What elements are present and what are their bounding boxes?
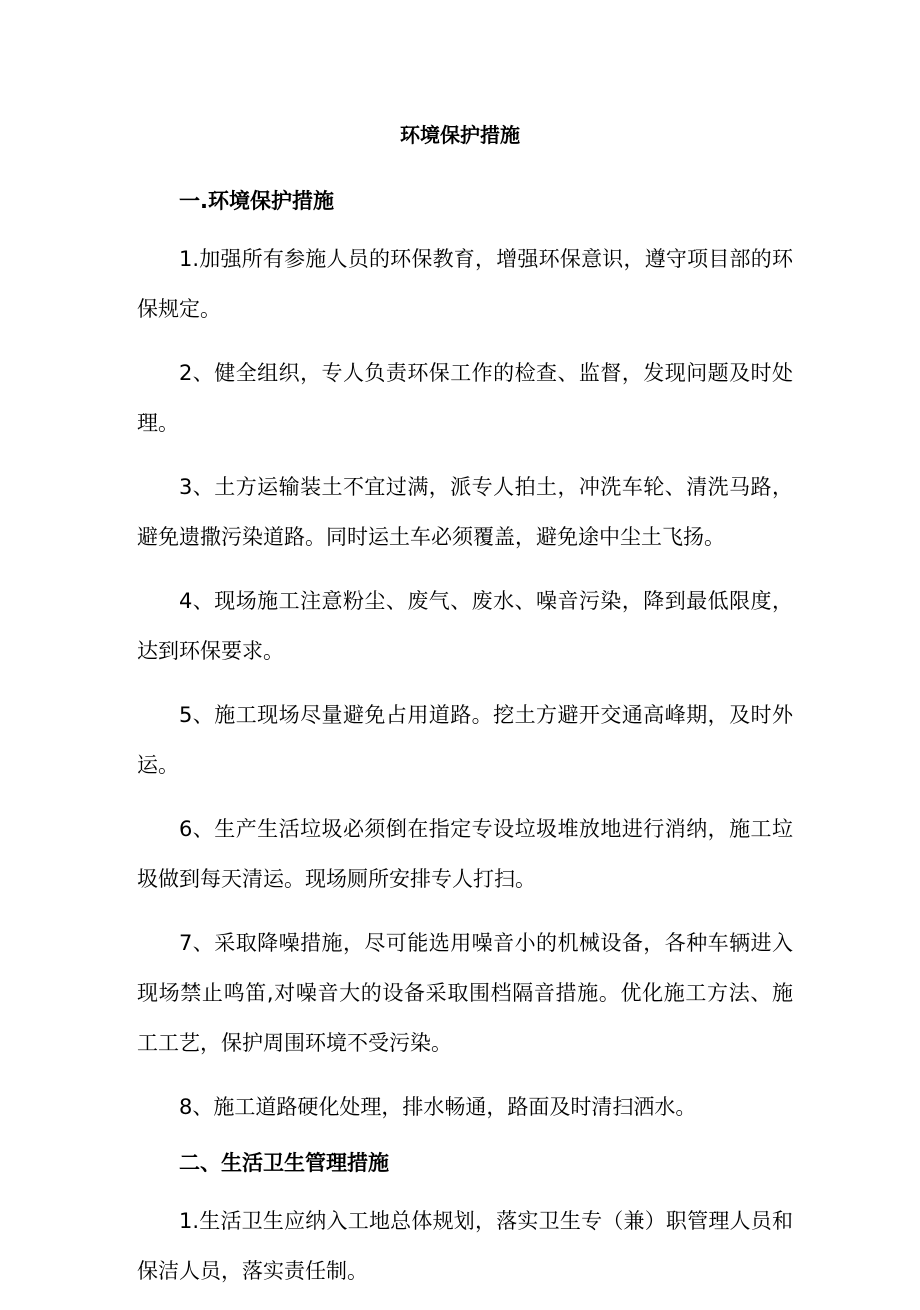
document-body bbox=[137, 184, 793, 1310]
paragraph: 1.生活卫生应纳入工地总体规划，落实卫生专（兼）职管理人员和保洁人员，落实责任制。 bbox=[137, 1209, 793, 1283]
paragraph: 8、施工道路硬化处理，排水畅通，路面及时清扫洒水。 bbox=[179, 1095, 697, 1119]
section-heading: 二、生活卫生管理措施 bbox=[179, 1151, 389, 1175]
document-title: 环境保护措施 bbox=[400, 123, 520, 147]
paragraph: 1.加强所有参施人员的环保教育，增强环保意识，遵守项目部的环保规定。 bbox=[137, 247, 793, 321]
paragraph: 3、土方运输装土不宜过满，派专人拍土，冲洗车轮、清洗马路，避免遗撒污染道路。同时运土车必须覆盖，避免途中尘土飞扬。 bbox=[137, 475, 793, 549]
paragraph: 7、采取降噪措施，尽可能选用噪音小的机械设备，各种车辆进入现场禁止鸣笛,对噪音大的设备采取围档隔音措施。优化施工方法、施工工艺，保护周围环境不受污染。 bbox=[137, 931, 793, 1055]
section-heading: 一.环境保护措施 bbox=[179, 189, 334, 213]
paragraph: 2、健全组织，专人负责环保工作的检查、监督，发现问题及时处理。 bbox=[137, 361, 793, 435]
paragraph: 5、施工现场尽量避免占用道路。挖土方避开交通高峰期，及时外运。 bbox=[137, 703, 793, 777]
paragraph: 4、现场施工注意粉尘、废气、废水、噪音污染，降到最低限度，达到环保要求。 bbox=[137, 589, 793, 663]
paragraph: 6、生产生活垃圾必须倒在指定专设垃圾堆放地进行消纳，施工垃圾做到每天清运。现场厕所安排专人打扫。 bbox=[137, 817, 793, 891]
